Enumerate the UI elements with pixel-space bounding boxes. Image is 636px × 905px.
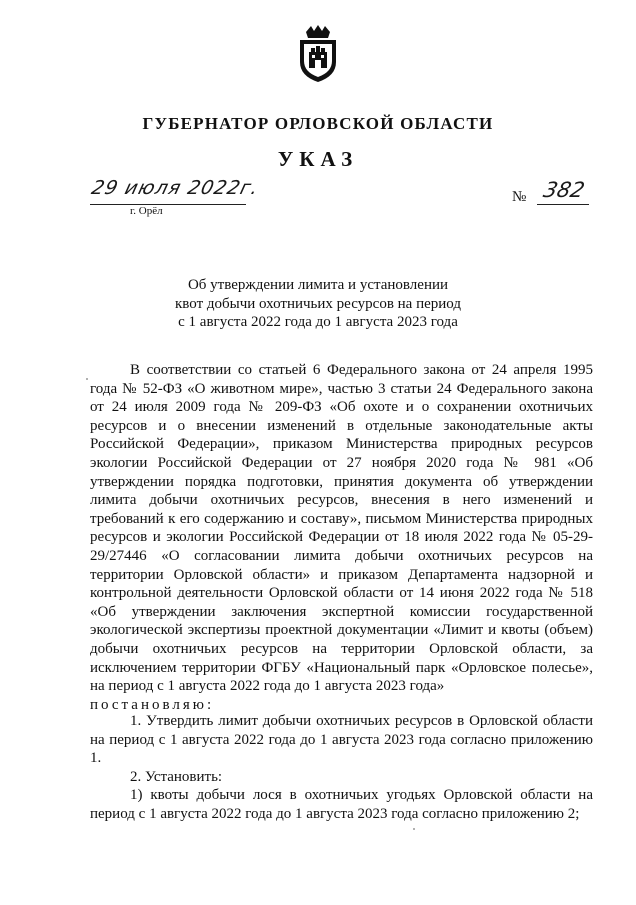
decree-items xyxy=(90,712,593,824)
preamble-paragraph xyxy=(90,361,593,714)
number-underline xyxy=(537,204,589,205)
decree-item: 1) квоты добычи лося в охотничьих угодьях Орловской области на период с 1 августа 2022 года до 1 августа 2023 года согласно приложению 2; xyxy=(90,787,593,822)
document-title xyxy=(0,276,636,332)
city-label: г. Орёл xyxy=(130,205,163,217)
handwritten-date: 29 июля 2022г. xyxy=(89,177,262,199)
document-type: УКАЗ xyxy=(277,147,359,171)
title-line: квот добычи охотничьих ресурсов на период xyxy=(175,295,461,312)
preamble-block xyxy=(90,361,593,714)
scan-speck xyxy=(413,828,415,830)
scan-speck xyxy=(86,378,88,380)
decree-item: 2. Установить: xyxy=(130,768,223,785)
decree-word: постановляю: xyxy=(90,696,215,713)
issuing-authority: ГУБЕРНАТОР ОРЛОВСКОЙ ОБЛАСТИ xyxy=(142,114,494,133)
date-underline xyxy=(90,204,246,205)
preamble-text: В соответствии со статьей 6 Федерального закона от 24 апреля 1995 года № 52-ФЗ «О животном мире», частью 3 статьи 24 Федерального закона от 24 июля 2009 года № 209-ФЗ «Об охоте и о сохранении охотничьих ресурсов и о внесении изменений в отдельные законодательные акты Российской Федерации», приказом Министерства природных ресурсов экологии Российской Федерации от 27 ноября 2020 года № 981 «Об утверждении порядка подготовки, принятия документа об утверждении лимита добычи охотничьих ресурсов, внесения в него изменений и требований к его содержанию и составу», письмом Министерства природных ресурсов и экологии Российской Федерации от 18 июля 2022 года № 05-29-29/27446 «О согласовании лимита добычи охотничьих ресурсов на территории Орловской области» и приказом Департамента надзорной и контрольной деятельности Орловской области от 14 июня 2022 года № 518 «Об утверждении заключения экспертной комиссии государственной экологической экспертизы проектной документации «Лимит и квоты (объем) добычи охотничьих ресурсов на территории Орловской области, за исключением территории ФГБУ «Национальный парк «Орловское полесье», на период с 1 августа 2022 года до 1 августа 2023 года» xyxy=(90,362,593,695)
title-line: Об утверждении лимита и установлении xyxy=(187,277,449,293)
coat-of-arms-emblem xyxy=(294,24,342,84)
handwritten-number: 382 xyxy=(541,178,588,202)
number-sign: № xyxy=(512,189,527,205)
title-line: с 1 августа 2022 года до 1 августа 2023 года xyxy=(178,314,458,330)
decree-item: 1. Утвердить лимит добычи охотничьих ресурсов в Орловской области на период с 1 августа 2022 года до 1 августа 2023 года согласно приложению 1. xyxy=(90,713,593,767)
